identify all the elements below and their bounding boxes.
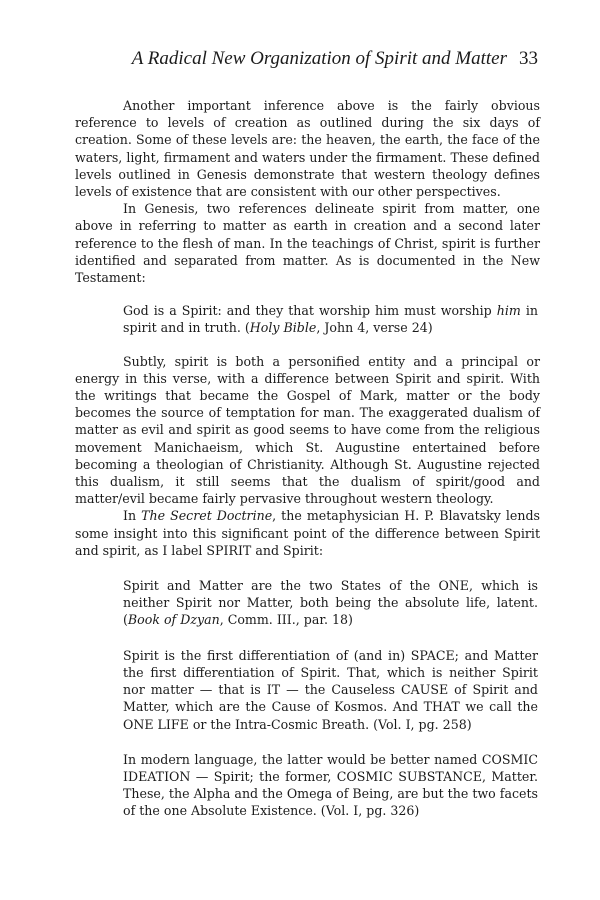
running-title: A Radical New Organization of Spirit and Matter: [131, 48, 507, 69]
spacer: [75, 337, 540, 353]
paragraph-blavatsky-part: , the metaphysician H. P. Blavatsky lends some insight into this significant point of the difference between Spirit and spirit, as I label SPIRIT and Spirit:: [75, 508, 541, 558]
quote-cosmic-ideation: In modern language, the latter would be better named COSMIC IDEATION — Spirit; the former, COSMIC SUBSTANCE, Matter. These, the Alpha and the Omega of Being, are but the two facets of the one Absolute Existence. (Vol. I, pg. 326): [123, 751, 538, 819]
spacer: [75, 629, 540, 647]
spacer: [75, 286, 540, 302]
citation-holy-bible: Holy Bible: [249, 320, 317, 336]
quote-john-part: in spirit and in truth. (: [123, 303, 538, 336]
quote-john: [123, 302, 538, 336]
page-number: 33: [519, 48, 538, 69]
running-header: [132, 47, 538, 71]
quote-dzyan-part: Spirit and Matter are the two States of the ONE, which is neither Spirit nor Matter, both being the absolute life, latent. (: [123, 578, 538, 628]
paragraph-blavatsky: [75, 507, 540, 559]
quote-dzyan: [123, 577, 538, 629]
quote-john-part: God is a Spirit: and they that worship him must worship: [123, 303, 497, 319]
quote-john-italic: him: [496, 303, 521, 319]
citation-book-of-dzyan: Book of Dzyan: [127, 612, 220, 628]
book-title-secret-doctrine: The Secret Doctrine: [141, 508, 273, 524]
spacer: [75, 559, 540, 577]
quote-space-differentiation: Spirit is the first differentiation of (and in) SPACE; and Matter the first differentiation of Spirit. That, which is neither Spirit nor matter — that is IT — the Causeless CAUSE of Spirit and Matter, which are the Cause of Kosmos. And THAT we call the ONE LIFE or the Intra-Cosmic Breath. (Vol. I, pg. 258): [123, 647, 538, 732]
paragraph-levels-of-creation: Another important inference above is the fairly obvious reference to levels of creation as outlined during the six days of creation. Some of these levels are: the heaven, the earth, the face of the waters, light, firmament and waters under the firmament. These defined levels outlined in Genesis demonstrate that western theology defines levels of existence that are consistent with our other perspectives.: [75, 98, 540, 200]
paragraph-blavatsky-part: In: [123, 508, 142, 524]
quote-john-part: , John 4, verse 24): [316, 320, 433, 336]
quote-dzyan-part: , Comm. III., par. 18): [219, 612, 353, 628]
paragraph-dualism: Subtly, spirit is both a personified entity and a principal or energy in this verse, with a difference between Spirit and spirit. With the writings that became the Gospel of Mark, matter or the body becomes the source of temptation for man. The exaggerated dualism of matter as evil and spirit as good seems to have come from the religious movement Manichaeism, which St. Augustine entertained before becoming a theologian of Christianity. Although St. Augustine rejected this dualism, it still seems that the dualism of spirit/good and matter/evil became fairly pervasive throughout western theology.: [75, 353, 540, 507]
spacer: [75, 733, 540, 751]
paragraph-genesis: In Genesis, two references delineate spirit from matter, one above in referring to matter as earth in creation and a second later reference to the flesh of man. In the teachings of Christ, spirit is further identified and separated from matter. As is documented in the New Testament:: [75, 201, 540, 286]
page-body: [75, 97, 540, 820]
